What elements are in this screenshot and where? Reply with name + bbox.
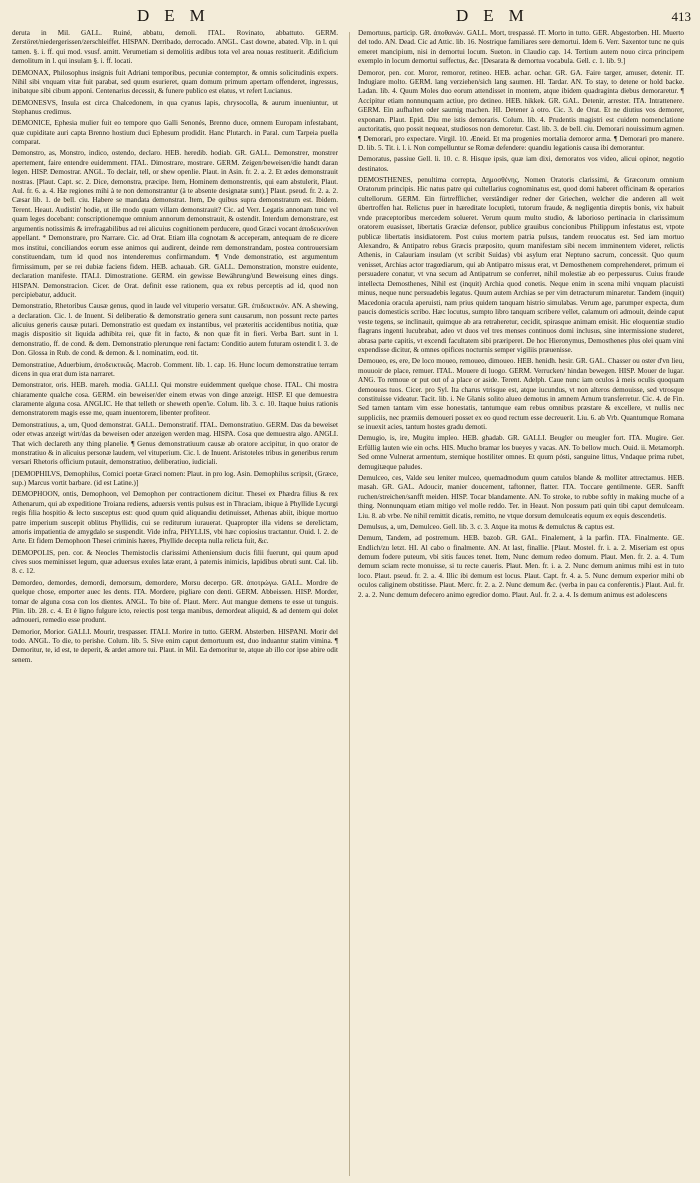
entry-demordeo: Demordeo, demordes, demordi, demorsum, demordere, Morsu decerpo. GR. ἀποτρώγω. GALL. Mordre de quelque chose, emporter auec les dents. ITA. Mordere, pigliare con denti. GERM. Abbeissen. HISP. Morder, tomar de alguna cosa con los dientes. ANGL. To bite of. Plaut. Merc. Aut mangue demens te esse ut tunguis. Plin. lib. 28. c. 4. Et è ligno fulgure icto, reiectis post terga manibus, demordeat aliquid, & ad dentem qui dolet admoueri, remedio esse produnt.: [12, 578, 338, 625]
entry-demoueo: Demoueo, es, ere, De loco moueo, remoueo, dimoueo. HEB. henidh. hesir. GR. GAL. Chasser ou oster d'vn lieu, mouuoir de place, remuer. ITAL. Mouere di luogo. GERM. Verrucken/ hindan bewegen. HISP. Mouer de lugar. ANG. To remoue or put out of a place or aside. Terent. Adelph. Caue nunc iam oculos à meis oculis quoquam demoueas tuos. Cicer. pro Syl. Ita charus vtrisque est, atque iucundus, vt non alteros demouisse, sed vtrosque constituisse videatur. Tacit. lib. i. Ne Glanis solito alueo demotus in amnem Arnum transferretur. Cic. 4. de Fin. Sed tamen tantam vim esse honestatis, tantumque eam rebus omnibus præstare & excellere, vt nullis nec suppliciis, nec præmiis demoueri posset ex eo quod rectum esse decreuerit. Liu. 6. ab Vrb. Quantumque Romana se inuexit acies, tantum hostes gradu demoti.: [358, 357, 684, 432]
entry-demulceo: Demulceo, ces, Valde seu leniter mulceo, quemadmodum quum catulos blande & molliter attrectamus. HEB. masah. GR. GAL. Adoucir, manier doucement, taftonner, flatter. ITA. Toccare gentilmente. GER. Sanfft ruchen/streichen/sanfft meiden. HISP. Tocar blandamente. AN. To stroke, to rubbe softly in making muche of a thing. Nonnunquam etiam mitigo vel molle reddo. Ter. in Heaut. Non possum pati quin tibi caput demulceam. Liu. 8. ab vrbe. Ne nihil remittit dicatis, remitto, ne vtque dorsum demulceatis equum ex equis descendetis.: [358, 473, 684, 520]
left-column: [12, 29, 338, 1179]
entry-demonstrator: Demonstrator, oris. HEB. mareh. modia. GALLI. Qui monstre euidemment quelque chose. ITAL. Chi mostra chiaramente qualche cosa. GERM. ein beweiser/der einem etwas von dinge anzeigt. HISP. El que demuestra claramente alguna cosa. ANGLIC. He that telleth or sheweth open'ie. Colum. lib. 3. c. 10. Itaque huius rationis demonstratorem magis esse me, quam inuentorem, libenter profiteor.: [12, 381, 338, 418]
entry-demortuus: Demortuus, particip. GR. ἀποθανών. GALL. Mort, trespassé. IT. Morto in tutto. GER. Abgestorben. HI. Muerto del todo. AN. Dead. Cic ad Attic. lib. 16. Nostrique familiares sere demortui. Idem 6. Verr. Saxentor tunc ne quis emeret mancipium, nisi in demortui locum. Sueton. in Claudio cap. 14. Tertium autem nouo circa principem exemplo in locum demortui suffectus, &c. [Desarata & demortua vocabula. Gell. c. 1. lib. 9.]: [358, 29, 684, 66]
entry-demolior: deruta in Mil. GALL. Ruiné, abbatu, demoli. ITAL. Rovinato, abbattuto. GERM. Zerstöret/niedergerissen/zerschleiffet. HISPAN. Derribado, derrocado. ANGL. Cast downe, abated. Vlp. in l. qui tamen. §. i. ff. qui mod. vsusf. amitt. Verumetiam si demolitis ædibus tota vel area nouas restituerit. Ædificium demolitum in l. qui insulam §. i. ff. locati.: [12, 29, 338, 66]
entry-demonesus: DEMONESVS, Insula est circa Chalcedonem, in qua cyanus lapis, chrysocolla, & aurum inueniuntur, ut Stephanus credimus.: [12, 98, 338, 116]
right-column: [358, 29, 684, 1179]
entry-demopolis: DEMOPOLIS, pen. cor. & Neocles Themistoclis clarissimi Atheniensium ducis filii fuerunt, qui quum apud cives suos meminisset legum, quæ aduersus exules latæ erant, à paternis inimicis, lapidibus obruti sunt. Cal. lib. 8. c. 12.: [12, 548, 338, 576]
entry-demulsus: Demulsus, a, um, Demulceo. Gell. lib. 3. c. 3. Atque ita motus & demulctus & captus est.: [358, 522, 615, 531]
entry-demorior: Demorior, Morior. GALLI. Mourir, trespasser. ITALI. Morire in tutto. GERM. Absterben. HISPANI. Morir del todo. ANGL. To die, to perishe. Colum. lib. 5. Sive enim caput demortuum est, duo induantur statim vimina. ¶ Demoritur, te, id est, te deperit, & ardet amore tui. Plaut. in Mil. Ea demoritur te, atque ab illo cor ipse abire odit senem.: [12, 627, 338, 664]
entry-demonice: DEMONICE, Ephesia mulier fuit eo tempore quo Galli Senonés, Brenno duce, omnem Europam infestabant, quæ cupiditate auri capta Brenno hostium duci Ephesum prodidit. Hanc Plutarch. in Paral. cum Tarpeia puella comparat.: [12, 119, 338, 147]
entry-demophilus: [DEMOPHILVS, Demophilus, Comici poetæ Græci nomen: Plaut. in pro log. Asin. Demophilus scripsit, (Græce, sup.) Marcus vortit barbare. (id est Latine.)]: [12, 469, 338, 488]
page-number: 413: [671, 9, 691, 24]
entry-demonax: DEMONAX, Philosophus insignis fuit Adriani temporibus, pecuniæ contemptor, & omnis solicitudinis expers. Nihil sibi vnquam vitæ fuit parabat, sed quum esurieret, quam domum primum apertam offenderet, ingressus, inibatque sibi cibum apponi. Centenarius decessit, & funere publico est elatus, vt refert Lucianus.: [12, 68, 338, 96]
entry-demonstratiuus: Demonstratiuus, a, um, Quod demonstrat. GALL. Demonstratif. ITAL. Demonstratiuo. GERM. Das da beweiset oder etwas anzeigt wirt/das da beweisen oder anzeigen werden mag. HISPA. Cosa que demuestra algo. ANGLI. That wich declareth any thing planelie. ¶ Genus demonstratiuum causæ ab oratore accipitur, in quo orator de monstratiuo & in alicuius personæ laudem, vel vituperium. Cic. l. de Inuent. Aristoteles tribus in generibus rerum versari Rhetoris officium putauit, demonstratiuo, deliberatiuo, iudiciali.: [12, 420, 338, 467]
column-divider: [349, 32, 350, 1176]
entry-demoratus: Demoratus, passiue Gell. li. 10. c. 8. Hisque ipsis, quæ iam dixi, demoratos vos video, alicui opinor, negotio destinatos.: [358, 155, 684, 173]
entry-demum: Demum, Tandem, ad postremum. HEB. bazob. GR. GAL. Finalement, à la parfin. ITA. Finalmente. GE. Endlich/zu letzt. HI. Al cabo o finalmente. AN. At last, finallie. [Plaut. Mostel. fr. i. a. 2. Miseriam est opus demum fodere puteum, vbi sitis fauces tenet. Item, Nunc demum redeo domum. Plaut. Men. fr. 2. a. 4. Tum demum sciam recte monuisse, si tu recte caueris. Plaut. Men. fr. i. a. 2. Nunc demum animus mihi est in tuto loco. Plaut. pseud. fr. 2. a. 4. Illic ibi demum est locus. Plaut. Capt. fr. 4. a. 5. Nunc demum experior mihi ob oculos caliginem obstitisse. Plaut. Merc. fr. 2. a. 2. Nunc demum &c. (verba in pau ca conferentis.) Plaut. Aul. fr. 2. a. 2. Nunc demum defecero animo egredior domo. Plaut. Aul. fr. 2. a. 4. Is demum animus est adolescens: [358, 534, 684, 599]
entry-demonstratio: Demonstratio, Rhetoribus Causæ genus, quod in laude vel vituperio versatur. GR. ἐπιδεικτικόν. AN. A shewing, a declaration. Cic. l. de Inuent. Si deliberatio & demonstratio genera sunt causarum, non possunt recte partes alicuius generis causæ putari. Demonstratio est quedam ex instantibus, vel præteritis accidentibus notitia, quæ magis dispositio sit liquida adhibita rei, quæ fit in facto, & non quæ fit in fieri. Verba Bart. sunt in l. demonstratio, ff. de cond. & dem. Demonstratio plerunque reni factam: Conditio autem futuram ostendit l. 3. de Don. Glossa in Rub. de cond. & demon. & l. nominatim, eod. tit.: [12, 302, 338, 358]
entry-demugio: Demugio, is, ire, Mugitu impleo. HEB. ghadab. GR. GALLI. Beugler ou meugler fort. ITA. Mugire. Ger. Erfüllig lauten wie ein ochs. HIS. Mucho bramar los bueyes y vacas. AN. To bellow much. Ouid. ii. Metamorph. Sed omne Vulnerat armentum, stemique hostiliter omnes. Et quum pósti, sanguine littus, Vndaque prima rubet, demugitæque paludes.: [358, 434, 684, 471]
entry-demoror: Demoror, pen. cor. Moror, remoror, retineo. HEB. achar. ochar. GR. GA. Faire targer, amuser, detenir. IT. Indugiare molto. GERM. lang verziehen/sich lang saumen. HI. Tardar. AN. To stay, to detene or hold backe. Ladan. lib. 4. Quum Moles duo eorum attendisset in montem, atque ibidem quadraginta diebus demoraretur. ¶ Accipitur etiam nonnunquam actiue, pro detineo. HEB. hikkek. GR. GAL. Detenir, arrester. ITA. Intrattenere. GERM. Ein aufhalten oder saumig machen. HI. Detener à otro. Cic. 3. de Orat. Et ne diutius vos demorer, exponam. Plaut. Epid. Diu me istis demoraris. Colum. lib. 4. Prudentis magistri est cuidem nomenclatione auctoritatis, quo possit nequeat, studiosos non demoretur. Cast. lib. 3. de bell. ciu. Demorari nouissimum agmen. ¶ Demorari, pro expectare. Virgil. 10. Æneid. Et ma progenies mortalia demoror arma. ¶ Demorari pro manere. D. lib. 5. Tit. i. l. i. Non compelluntur se Romæ defendere: quandiu legationis causa ibi demorantur.: [358, 68, 684, 153]
entry-demonstro: Demonstro, as, Monstro, indico, ostendo, declaro. HEB. heredib. hodiab. GR. GALL. Demonstrer, monstrer apertement, faire entendre euidemment. ITAL. Dimostrare, mostrare. GERM. Zeigen/beweisen/die handt daran legen. HISP. Demostrar. ANGL. To declair, tell, or shew openlie. Plaut. in Asin. fr. 2. a. 2. Et ædes demonstrauit nostras. [Plaut. Capt. sc. 2. Dice, demonstra, præcipe. Item, Hominem demonstrentis, qui eam abstulerit, Plaut. Aul. fr. 6. a. 4. Hæ regiones mihi à te non demonstrantur (à te absente designatæ sunt).] Plaut. pseud. fr. 2. a. 2. Cæsar lib. 1. de bell. ciu. Habere se mandata demonstrat. Item, De quibus supra demonstratum est. Ibidem. Terent. Heaut. Audistin' hodie, ut ille modo quam villam demonstrauit? Cic. ad Verr. Legatis annonam tunc vel quam leges docebant: conscriptionemque omnium annorum demonstrauit, & ostendit. Interdum demonstrare, est argumentis notissimis & irrefragabilibus ad rei alicuius cognitionem perducere, quod Græci vocant ἀποδεικνύναι appellant. * Demonstrare, pro Narrare. Cic. ad Orat. Etiam illa cognotam & acceperam, antequam de re dicere mos institui, conciliandos eorum esse animos qui audirent, deinde rem demonstrandam, postea controuersiam constituendam, tum id quod nos intenderemus confirmandum. ¶ Vnde demonstratio, est argumentum firmissimum, per se rei dubiæ faciens fidem. HEB. achauab. GR. GALL. Demonstration, monstre euidente, declaration manifeste. ITALI. Dimostratione. GERM. ein gewisse Bewährung/und Beweisung eines dings. HISPAN. Demonstracion. Cicer. de Orat. definit esse rationem, qua ex rebus perceptis ad id, quod non percipiebatur, adducit.: [12, 149, 338, 299]
entry-demophoon: DEMOPHOON, ontis, Demophoon, vel Demophon per contractionem dicitur. Thesei ex Phædra filius & rex Athenarum, qui ab expeditione Troiana rediens, aduersis ventis pulsus est in Thraciam, ibique à Phyllide Lycurgi regis filia hospitio & lecto susceptus est: quod quum quid aliquandiu detinuisset, Athenas abiit, ibique mortuo patre imperium suscepit oblitus Phyllidis, cui se rediturum iurauerat. Quapropter illa videns se derelictam, amoris impatientia de amygdalo se suspendit. Vide infra, PHYLLIS, vbi hæc copiosius tractantur. Ouid. l. 2. de Arte. Et fidem Demophoon Thesei criminis hæres, Phyllide decepta nulla relicta fuit, &c.: [12, 490, 338, 546]
entry-demonstratiue: Demonstratiue, Aduerbium, ἀποδεικτικῶς. Macrob. Comment. lib. 1. cap. 16. Hunc locum demonstratiue terram dicens in qua erat dum ista narraret.: [12, 360, 338, 378]
running-head-right: DEM: [456, 6, 539, 25]
running-head-left: DEM: [137, 6, 220, 25]
entry-demosthenes: DEMOSTHENES, penultima correpta, Δημοσθένης, Nomen Oratoris clarissimi, & Græcorum omnium Oratorum principis. Hic natus patre qui cultellarius cognominatus est, quod domi haberet officinam & operarios cultellorum. GERM. Ein fürtrefflicher, verständiger redner der Griechen, welcher die anderen all weit übertroffen hat. Relictus puer in hæreditate locupleti, tutorum fraude, & negligentia direptis bonis, vix habuit vnde præceptoribus mercedem solueret. Verum quum multo studio, & laborioso pertinacia in clarissimum oratorem euasisset, libertatis Græciæ defensor, publice grauibus concionibus Philippum infestatus est, vtpote publicæ libertatis insidiatorem. Post cuius mortem patria pulsus, tandem reuocatus est. Sed iam mortuo Alexandro, & Antipatro rebus Græcis præposito, quum manifestam sibi necem imminentem videret, relictis Athenis, in Calauriam insulam (vt scribit Suidas) vbi asylum erat Neptuno sacrum, concessit. Quo quum venisset, Archias actor tragœdiarum, qui ab Antipatro missus erat, vt Demosthenem comprehenderet, primum ei persuadere conatur, vt vna secum ad Antipatrum se conferret, nihil molestiæ ab eo perpessurus. Cuius fraude intellecta Demosthenes, Nihil est (inquit) Archia quod conetis. Neque enim in scena mihi vnquam placuisti minus, neque nunc persuadebis legatus. Quum autem Archias se per vim detracturum minaretur. Tandem (inquit) Macedonia oracula aperuisti, nam prius quidem tanquam histrio simulabas. Verum age, parumper expecta, dum paucis domesticis scribo. Hæc locutus, sumpto libro tanquam scribere vellet, calamum ori admouit, deinde caput veste tegens, se inclinauit, quimque ab ara retraheretur, cecidit, spirasque animam emisit. Hic eloquentiæ studio flagrans ingenti lucubrabat, adeo vt duos vel tres menses continuos domi inclusus, sine intermissione studeret, abrasa parte capitis, vt excendi facultatem sibi præriperet. De hoc Hieronymus, Demosthenes plus olei quam vini expendisse dicitur, & omnes opifices nocturnis semper vigiliis præuenisse.: [358, 175, 684, 355]
